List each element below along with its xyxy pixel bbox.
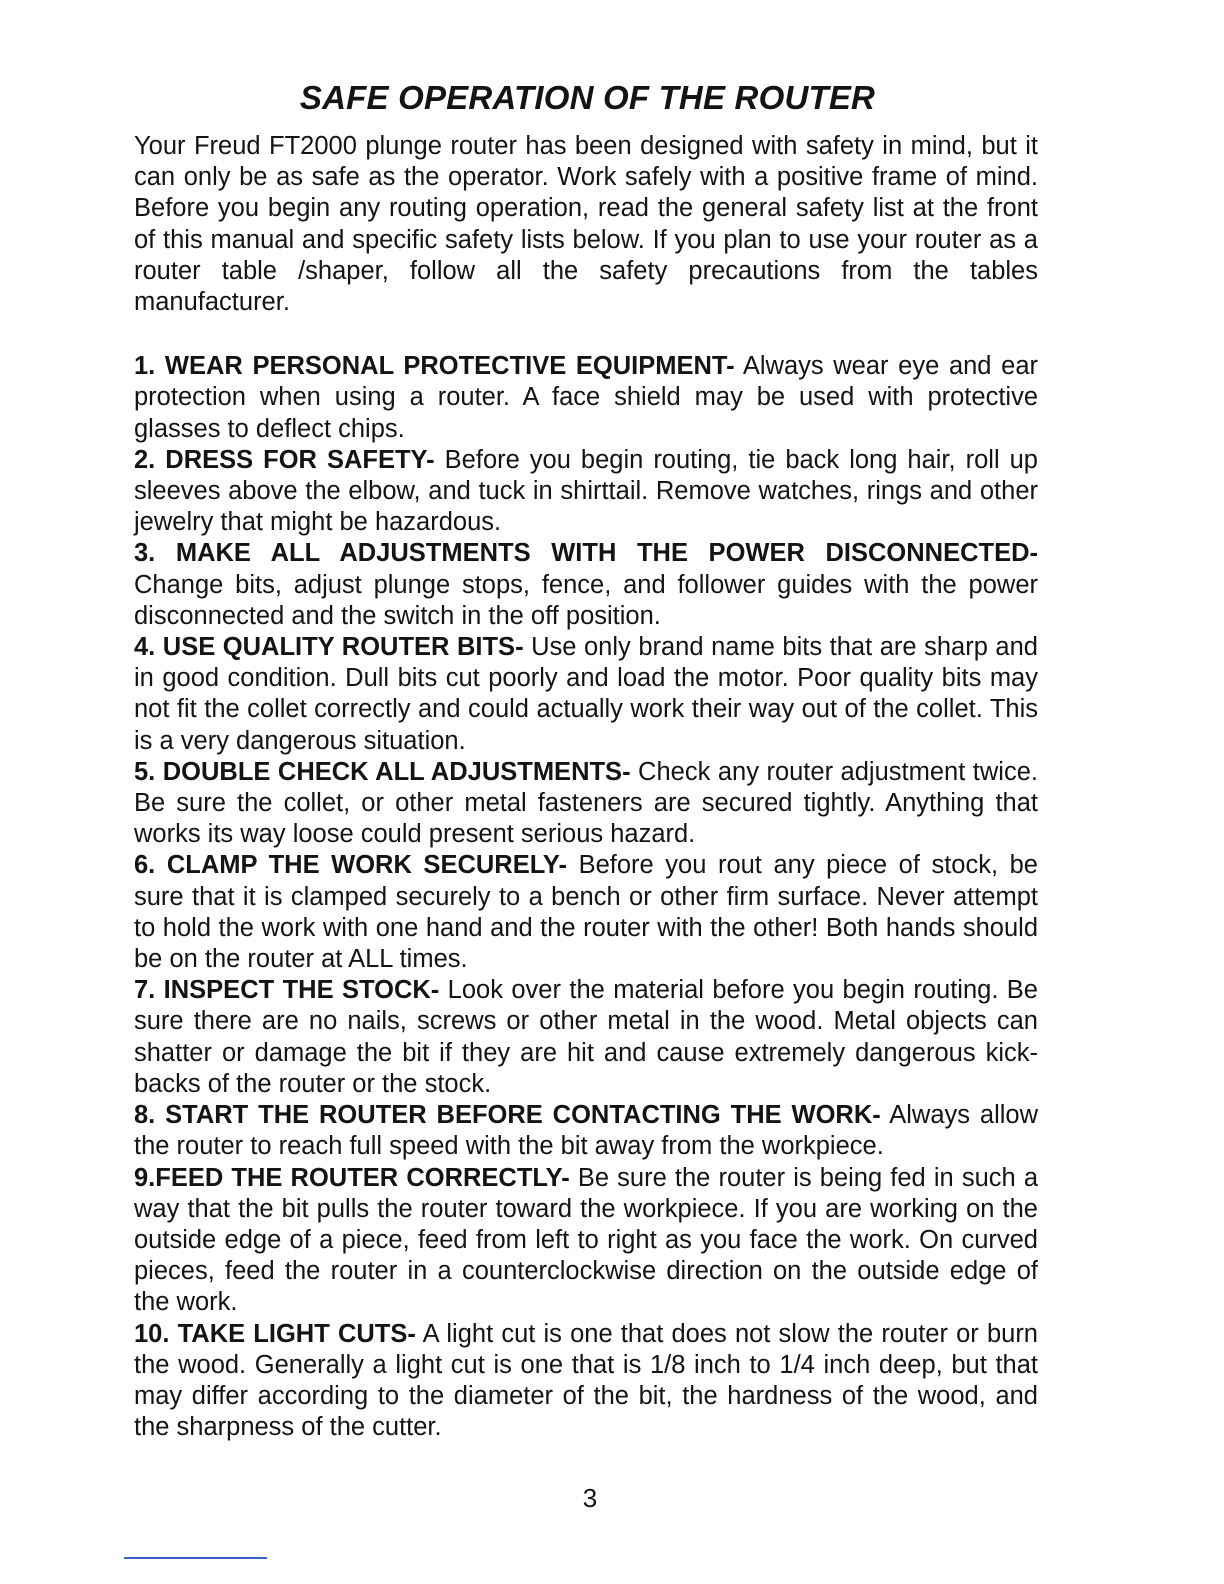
safety-rule-heading: 2. DRESS FOR SAFETY- <box>134 445 435 474</box>
footer-divider <box>124 1557 267 1559</box>
safety-rule-10 <box>134 1319 1038 1444</box>
safety-rule-heading: 9.FEED THE ROUTER CORRECTLY- <box>134 1163 570 1192</box>
safety-rule-6 <box>134 850 1038 975</box>
safety-rule-heading: 1. WEAR PERSONAL PROTECTIVE EQUIPMENT- <box>134 352 735 381</box>
safety-rule-4 <box>134 632 1038 757</box>
safety-rule-text: Be sure the router is being fed in such a way that the bit pulls the router toward the workpiece. If you are working on the outside edge of a piece, feed from left to right as you face the work. On curved pieces, feed the router in a counterclockwise direction on the outside edge of the work. <box>134 1163 1038 1317</box>
safety-rule-9 <box>134 1163 1038 1319</box>
safety-rule-1 <box>134 351 1038 445</box>
safety-rule-heading: 4. USE QUALITY ROUTER BITS- <box>134 633 524 662</box>
safety-rule-text: Before you rout any piece of stock, be sure that it is clamped securely to a bench or other firm surface. Never attempt to hold the work with one hand and the router with the other! Both hands should be on the router at ALL times. <box>134 851 1038 974</box>
safety-rule-3 <box>134 538 1038 632</box>
safety-rule-heading: 7. INSPECT THE STOCK- <box>134 976 440 1005</box>
safety-rule-text: Always wear eye and ear protection when using a router. A face shield may be used with protective glasses to deflect chips. <box>134 352 1038 443</box>
safety-rule-heading: 10. TAKE LIGHT CUTS- <box>134 1319 416 1348</box>
safety-rule-text: A light cut is one that does not slow the router or burn the wood. Generally a light cut is one that is 1/8 inch to 1/4 inch deep, but that may differ according to the diameter of the bit, the hardness of the wood, and the sharpness of the cutter. <box>134 1319 1038 1442</box>
page-body <box>134 131 1038 1443</box>
page-title: SAFE OPERATION OF THE ROUTER <box>299 79 876 117</box>
intro-paragraph: Your Freud FT2000 plunge router has been designed with safety in mind, but it can only be as safe as the operator. Work safely with a positive frame of mind. Before you begin any routing operation, read the general safety list at the front of this manual and specific safety lists below. If you plan to use your router as a router table /shaper, follow all the safety precautions from the tables manufacturer. <box>134 132 1038 317</box>
safety-rule-text: Change bits, adjust plunge stops, fence, and follower guides with the power disconnected and the switch in the off position. <box>134 570 1038 630</box>
safety-rule-text: Look over the material before you begin routing. Be sure there are no nails, screws or other metal in the wood. Metal objects can shatter or damage the bit if they are hit and cause extremely dangerous kick-backs of the router or the stock. <box>134 976 1038 1098</box>
safety-rule-text: Always allow the router to reach full speed with the bit away from the workpiece. <box>134 1101 1038 1161</box>
safety-rule-heading: 5. DOUBLE CHECK ALL ADJUSTMENTS- <box>134 757 631 786</box>
safety-rule-7 <box>134 975 1038 1100</box>
safety-rule-5 <box>134 757 1038 851</box>
safety-rule-2 <box>134 445 1038 539</box>
safety-rule-text: Check any router adjustment twice. Be sure the collet, or other metal fasteners are secured tightly. Anything that works its way loose could present serious hazard. <box>134 757 1038 849</box>
safety-rule-heading: 8. START THE ROUTER BEFORE CONTACTING THE WORK- <box>134 1101 881 1130</box>
safety-rule-heading: 6. CLAMP THE WORK SECURELY- <box>134 851 568 880</box>
safety-rule-heading: 3. MAKE ALL ADJUSTMENTS WITH THE POWER DISCONNECTED- <box>134 539 1038 568</box>
page-number: 3 <box>582 1483 598 1513</box>
safety-rule-8 <box>134 1100 1038 1162</box>
safety-rule-text: Before you begin routing, tie back long hair, roll up sleeves above the elbow, and tuck in shirttail. Remove watches, rings and other jewelry that might be hazardous. <box>134 445 1038 537</box>
safety-rule-text: Use only brand name bits that are sharp and in good condition. Dull bits cut poorly and load the motor. Poor quality bits may not fit the collet correctly and could actually work their way out of the collet. This is a very dangerous situation. <box>134 633 1038 755</box>
